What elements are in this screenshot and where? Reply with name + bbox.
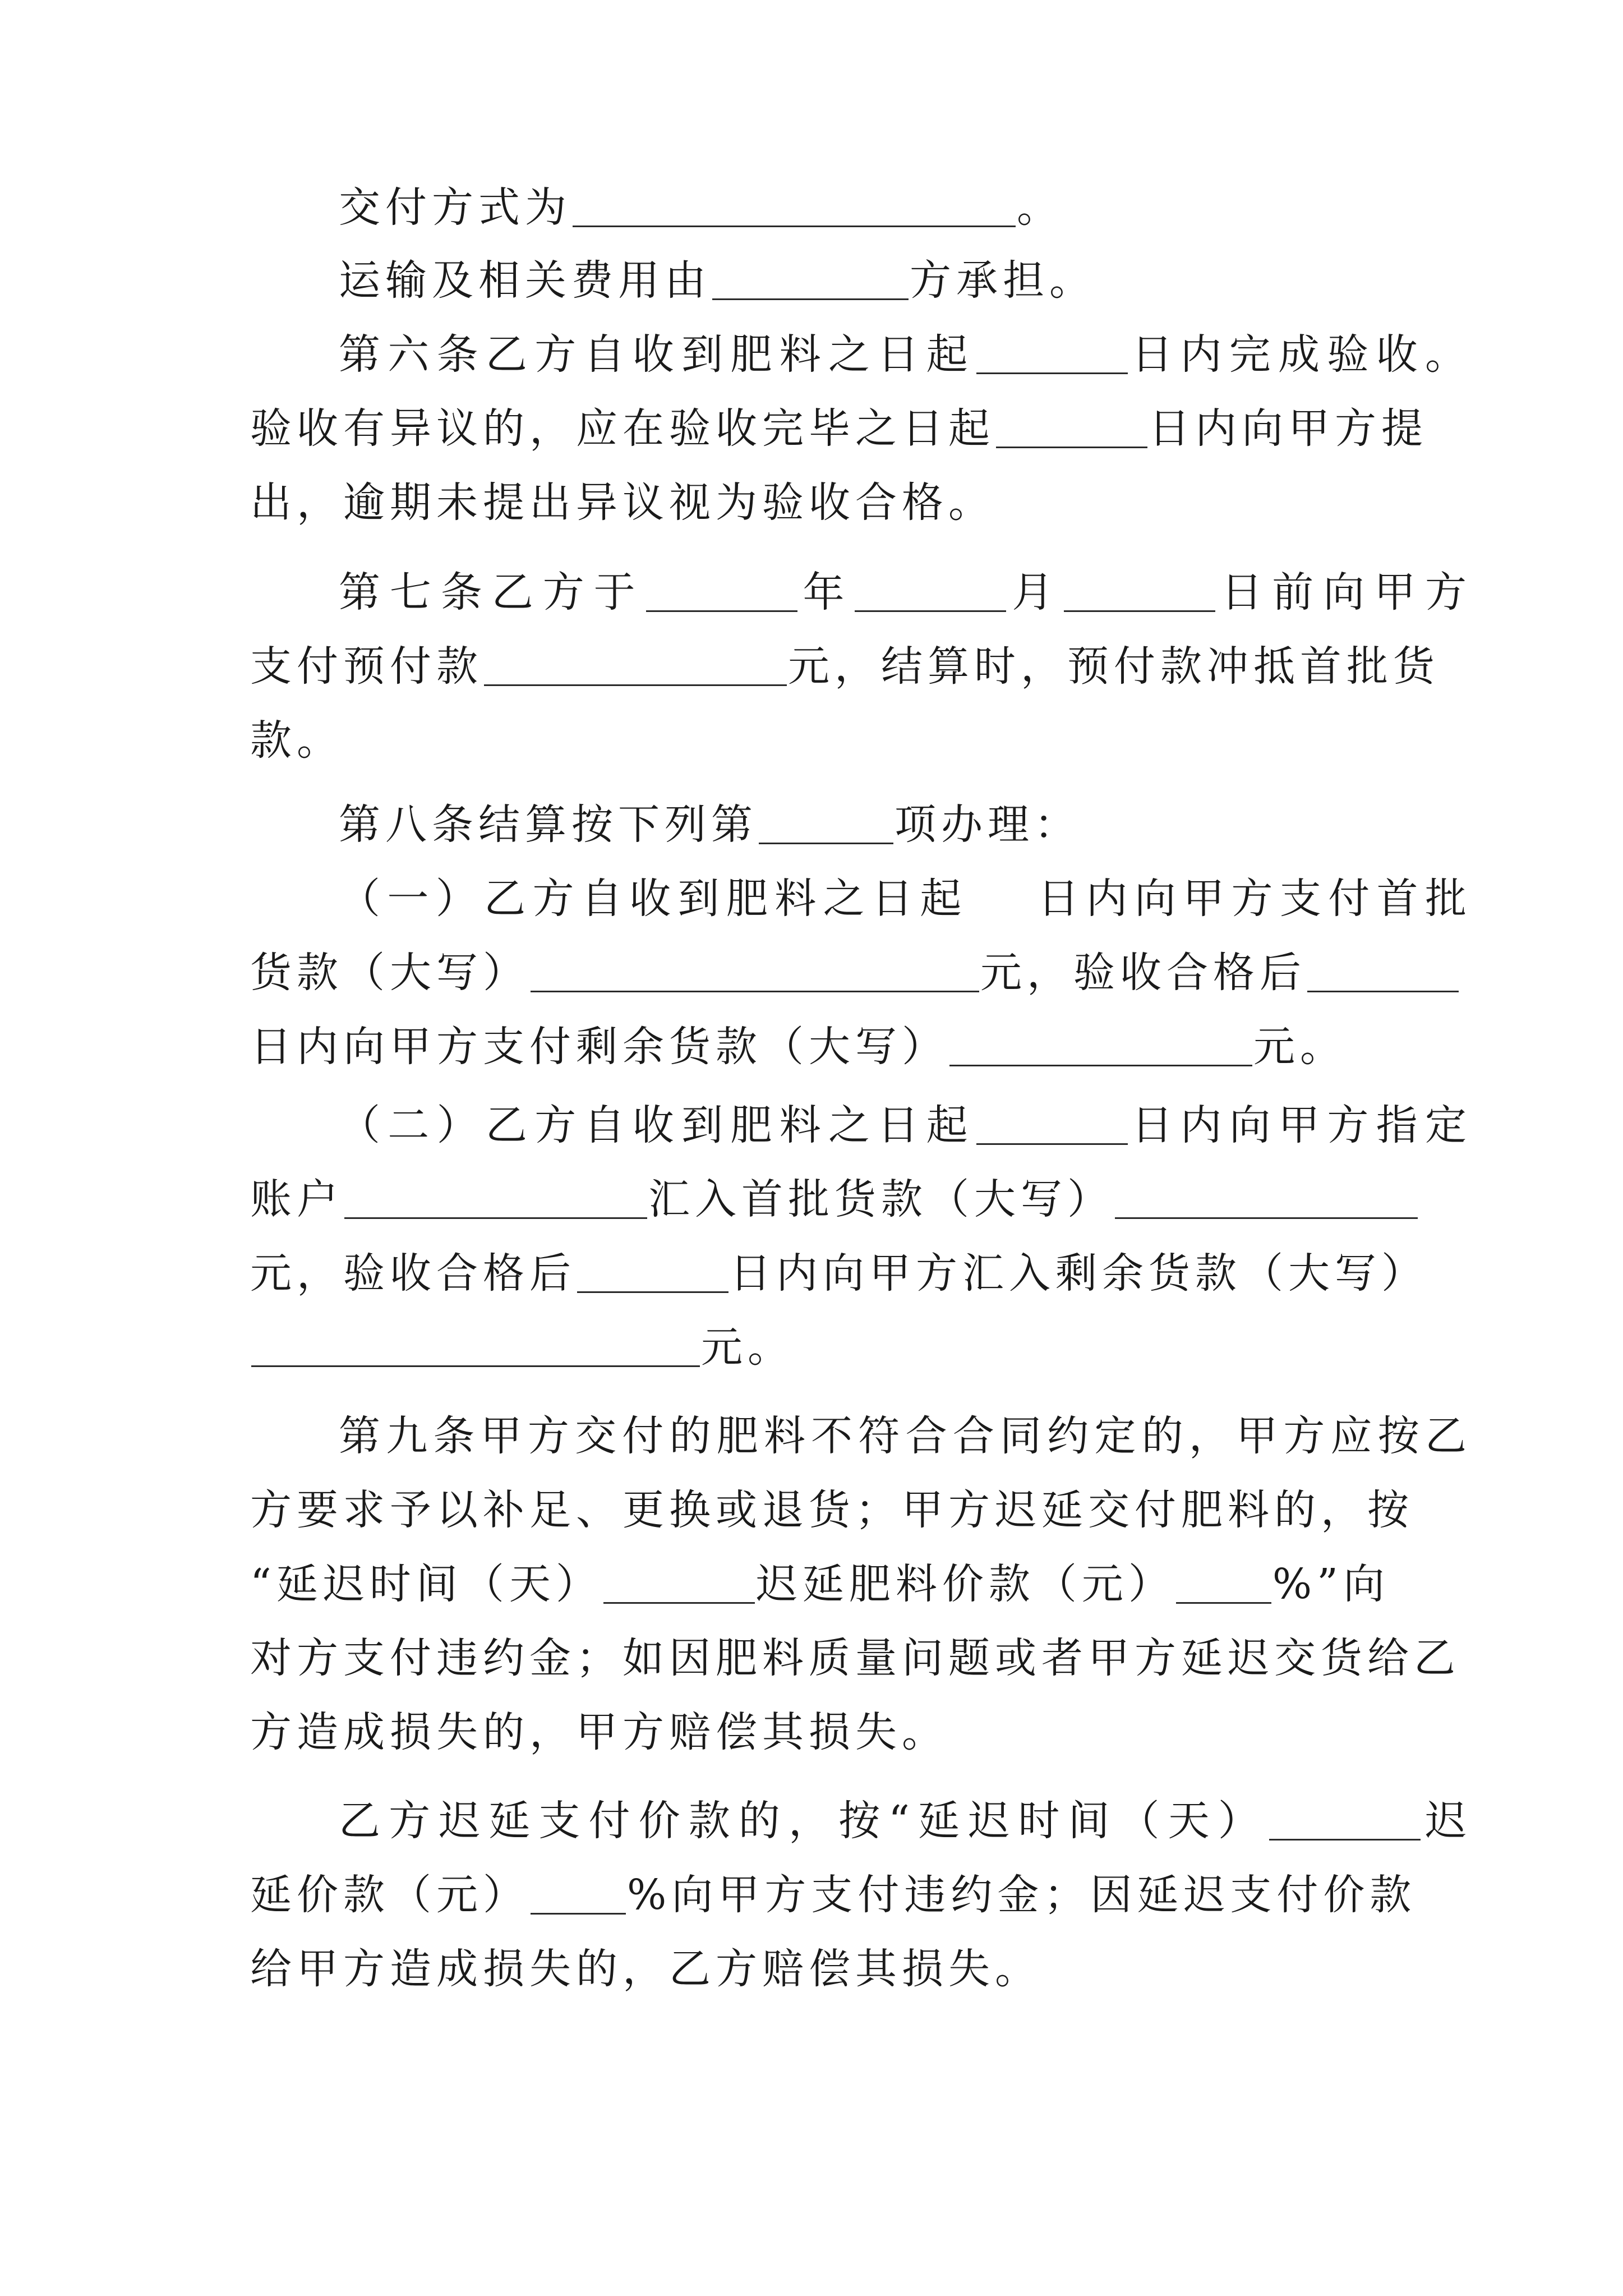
text-segment: 元，验收合格后 (250, 1249, 576, 1297)
text-line (250, 936, 1383, 1009)
fill-in-blank[interactable] (996, 405, 1147, 448)
fill-in-blank[interactable] (1115, 1176, 1418, 1219)
fill-in-blank[interactable] (976, 1102, 1128, 1145)
text-line (250, 1696, 1383, 1769)
text-segment: 迟 (1421, 1797, 1472, 1845)
text-segment: 方造成损失的，甲方赔偿其损失。 (250, 1708, 948, 1756)
text-segment: 给甲方造成损失的，乙方赔偿其损失。 (250, 1945, 1041, 1993)
text-line (250, 788, 1472, 861)
fill-in-blank[interactable] (577, 1250, 728, 1293)
text-segment: 日内向甲方提 (1149, 404, 1428, 453)
text-segment: 日内向甲方汇入剩余货款（大写） (730, 1249, 1428, 1297)
text-segment: 第八条结算按下列第 (339, 800, 758, 849)
text-line (250, 1237, 1428, 1310)
text-segment: 账户 (250, 1175, 343, 1223)
text-segment: 月 (1007, 568, 1063, 616)
text-line (250, 1400, 1472, 1473)
text-segment: %”向 (1272, 1560, 1390, 1608)
text-segment: 对方支付违约金；如因肥料质量问题或者甲方延迟交货给乙 (250, 1634, 1460, 1682)
text-line (250, 1622, 1460, 1695)
text-segment: 延价款（元） (250, 1871, 529, 1919)
fill-in-blank[interactable] (712, 257, 909, 300)
text-line (250, 466, 1383, 539)
fill-in-blank[interactable] (531, 1871, 626, 1915)
text-segment: 日内向甲方支付剩余货款（大写） (250, 1023, 948, 1071)
text-line (250, 318, 1472, 391)
text-line (250, 1474, 1414, 1547)
text-segment: 元，结算时，预付款冲抵首批货 (788, 642, 1440, 691)
text-line (250, 1784, 1472, 1857)
fill-in-blank[interactable] (1176, 1561, 1271, 1604)
text-line (250, 244, 1472, 317)
fill-in-blank[interactable] (1064, 569, 1215, 612)
text-line (250, 1010, 1383, 1083)
text-segment: 日内完成验收。 (1128, 330, 1472, 379)
fill-in-blank[interactable] (1307, 949, 1459, 992)
text-line (250, 1932, 1383, 2005)
text-segment: 出，逾期未提出异议视为验收合格。 (250, 478, 995, 527)
text-segment: 乙方迟延支付价款的，按“延迟时间（天） (339, 1797, 1268, 1845)
text-line (250, 1548, 1390, 1621)
fill-in-blank[interactable] (976, 331, 1128, 374)
text-segment: 日前向甲方 (1216, 568, 1472, 616)
text-segment: 迟延肥料价款（元） (755, 1560, 1175, 1608)
text-segment: 第六条乙方自收到肥料之日起 (339, 330, 975, 379)
text-segment: 汇入首批货款（大写） (648, 1175, 1114, 1223)
text-segment: “延迟时间（天） (250, 1560, 602, 1608)
fill-in-blank[interactable] (251, 1324, 700, 1367)
text-line (250, 392, 1428, 465)
text-segment: 元。 (1253, 1023, 1347, 1071)
text-line (250, 1311, 1383, 1384)
text-line (250, 171, 1472, 244)
text-segment: （一）乙方自收到肥料之日起 (339, 875, 969, 923)
fill-in-blank[interactable] (949, 1023, 1252, 1066)
fill-in-blank[interactable] (603, 1561, 755, 1604)
fill-in-blank[interactable] (573, 184, 1016, 227)
text-line (250, 862, 1472, 935)
text-line (250, 1163, 1383, 1236)
text-segment: 元。 (701, 1323, 794, 1372)
fill-in-blank[interactable] (1269, 1797, 1421, 1841)
text-segment: 运输及相关费用由 (339, 256, 711, 305)
text-line (250, 630, 1440, 703)
text-segment: 交付方式为 (339, 183, 571, 232)
text-line (250, 556, 1472, 629)
text-segment: （二）乙方自收到肥料之日起 (339, 1101, 975, 1149)
text-segment: 日内向甲方支付首批 (1035, 875, 1472, 923)
text-segment: 年 (798, 568, 854, 616)
fill-in-blank[interactable] (484, 643, 787, 686)
text-segment: 支付预付款 (250, 642, 483, 691)
text-segment: 第七条乙方于 (339, 568, 645, 616)
text-line (250, 1858, 1417, 1931)
fill-in-blank[interactable] (344, 1176, 647, 1219)
fill-in-blank[interactable] (759, 801, 893, 844)
text-segment: 日内向甲方指定 (1128, 1101, 1472, 1149)
text-segment: 方承担。 (910, 256, 1096, 305)
text-segment: 方要求予以补足、更换或退货；甲方迟延交付肥料的，按 (250, 1486, 1414, 1534)
fill-in-blank[interactable] (855, 569, 1006, 612)
text-segment: 第九条甲方交付的肥料不符合合同约定的，甲方应按乙 (339, 1412, 1472, 1460)
text-segment: 项办理： (895, 800, 1081, 849)
text-line (250, 1089, 1472, 1162)
text-segment: 。 (1017, 183, 1063, 232)
text-segment: 货款（大写） (250, 949, 529, 997)
text-segment: 验收有异议的，应在验收完毕之日起 (250, 404, 995, 453)
text-segment: 款。 (250, 716, 343, 765)
fill-in-blank[interactable] (646, 569, 797, 612)
text-line (250, 704, 1383, 777)
text-segment: 元，验收合格后 (980, 949, 1306, 997)
text-segment: %向甲方支付违约金；因延迟支付价款 (627, 1871, 1417, 1919)
fill-in-blank[interactable] (531, 949, 979, 992)
